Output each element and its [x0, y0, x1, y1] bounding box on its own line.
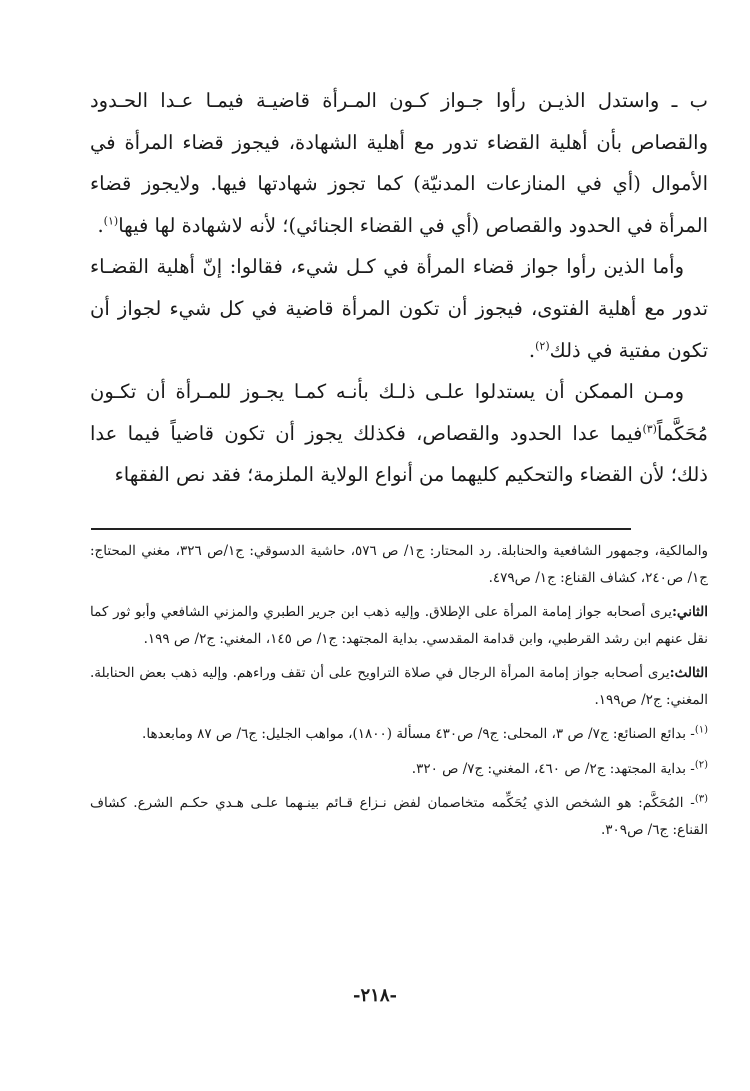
footnote-third-opinion: [90, 660, 708, 713]
paragraph-2: [90, 246, 708, 371]
paragraph-2-end: .: [528, 338, 536, 362]
footnote-2: [90, 756, 708, 783]
main-text: [90, 80, 708, 496]
paragraph-1-end: .: [97, 213, 104, 237]
paragraph-3-rest: فيما عدا الحدود والقصاص، فكذلك يجوز أن تكون قاضياً فيما عدا ذلك؛ لأن القضاء والتحكيم كليهما من أنواع الولاية الملزمة؛ فقد نص الفقهاء: [90, 421, 708, 487]
footnote-ref-1: (١): [103, 214, 119, 228]
footnote-1: [90, 721, 708, 748]
footnote-ref-3: (٣): [642, 422, 657, 436]
footnotes: [90, 538, 708, 851]
footnote-2-text: - بداية المجتهد: ج٢/ ص ٤٦٠، المغني: ج٧/ ص ٣٢٠.: [411, 760, 695, 777]
third-opinion-label: الثالث:: [669, 665, 708, 681]
paragraph-1: [90, 80, 708, 246]
second-opinion-label: الثاني:: [671, 604, 708, 620]
third-opinion-text: يرى أصحابه جواز إمامة المرأة الرجال في صلاة التراويح على أن تقف وراءهم. وإليه ذهب بعض الحنابلة. المغني: ج٢/ ص١٩٩.: [90, 665, 708, 708]
paragraph-3: [90, 371, 708, 496]
second-opinion-text: يرى أصحابه جواز إمامة المرأة على الإطلاق. وإليه ذهب ابن جرير الطبري والمزني الشافعي وأبو ثور كما نقل عنهم ابن رشد القرطبي، وابن قدامة المقدسي. بداية المجتهد: ج١/ ص ١٤٥، المغني: ج٢/ ص ١٩٩.: [90, 604, 708, 647]
paragraph-3-start: ومـن الممكن أن يستدلوا علـى ذلـك بأنـه كمـا يجـوز للمـرأة أن تكـون مُحَكَّماً: [90, 380, 708, 445]
footnote-ref-2: (٢): [535, 339, 550, 353]
footnote-3-text: - المُحَكَّم: هو الشخص الذي يُحَكِّمه متخاصمان لفض نـزاع قـائم بينـهما علـى هـدي حكـم الشرع. كشاف القناع: ج٦/ ص٣٠٩.: [90, 795, 708, 838]
paragraph-1-text: ب ـ واستدل الذيـن رأوا جـواز كـون المـرأة قاضيـة فيمـا عـدا الحـدود والقصاص بأن أهلية القضاء تدور مع أهلية الشهادة، فيجوز قضاء المرأة في الأموال (أي في المنازعات المدنيّة) كما تجوز شهادتها فيها. ولايجوز قضاء المرأة في الحدود والقصاص (أي في القضاء الجنائي)؛ لأنه لاشهادة لها فيها: [90, 89, 708, 237]
paragraph-2-text: وأما الذين رأوا جواز قضاء المرأة في كـل شيء، فقالوا: إنّ أهلية القضـاء تدور مع أهلية الفتوى، فيجوز أن تكون المرأة قاضية في كل شيء لجواز أن تكون مفتية في ذلك: [90, 255, 708, 362]
footnote-1-number: (١): [694, 724, 708, 736]
footnote-continuation: والمالكية، وجمهور الشافعية والحنابلة. رد المحتار: ج١/ ص ٥٧٦، حاشية الدسوقي: ج١/ص ٣٢٦، مغني المحتاج: ج١/ ص٢٤٠، كشاف القناع: ج١/ ص٤٧٩.: [90, 543, 709, 586]
footnote-2-number: (٢): [694, 759, 708, 770]
footnote-separator: [91, 528, 631, 530]
footnote-3-number: (٣): [694, 793, 708, 805]
footnote-1-text: - بدائع الصنائع: ج٧/ ص ٣، المحلى: ج٩/ ص٤٣٠ مسألة (١٨٠٠)، مواهب الجليل: ج٦/ ص ٨٧ ومابعدها.: [142, 726, 695, 742]
page-number: -٢١٨-: [353, 985, 397, 1006]
footnote-3: [90, 790, 708, 843]
footnote-second-opinion: [90, 599, 708, 652]
